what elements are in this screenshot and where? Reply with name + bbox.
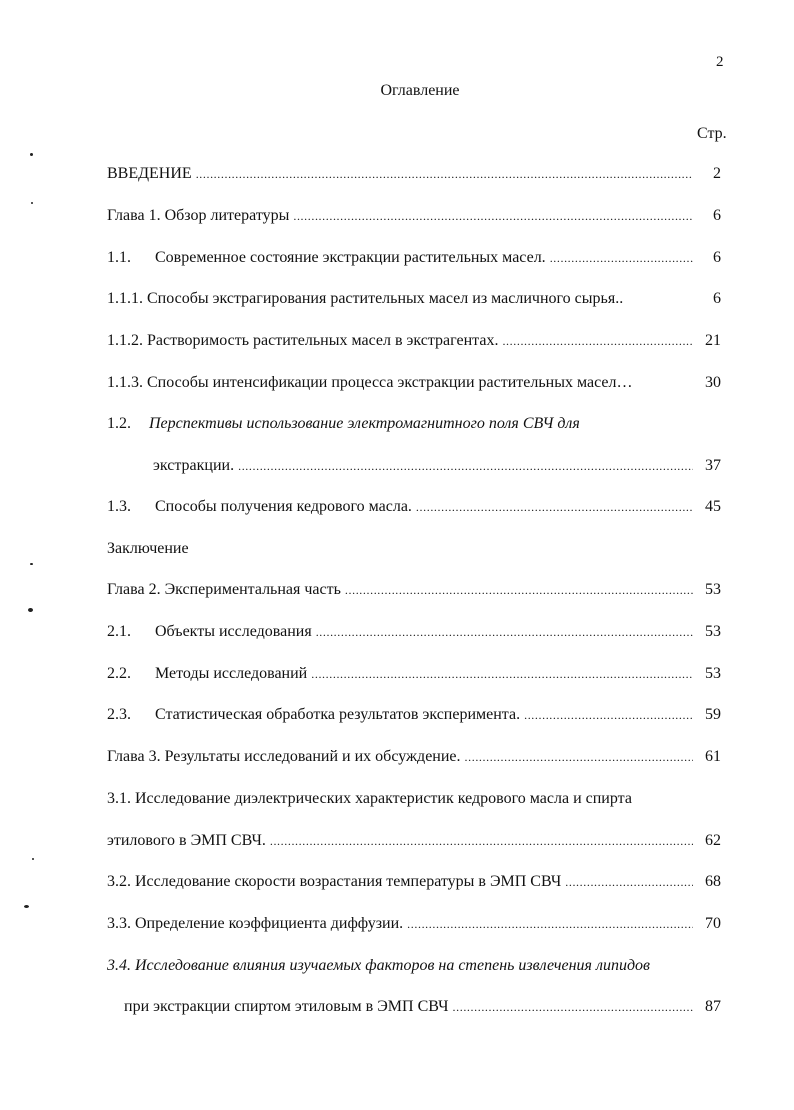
leader-dots (316, 625, 693, 640)
leader-dots (565, 875, 693, 890)
leader-dots (524, 708, 693, 723)
toc-entry-3-3: 3.3. Определение коэффициента диффузии. ..... 70 (107, 915, 721, 937)
toc-entry-2-1: 2.1. Объекты исследования ..... 53 (107, 623, 721, 645)
page-title: Оглавление (380, 82, 460, 99)
toc-page: 70 (705, 915, 721, 932)
page-number: 2 (716, 54, 724, 70)
leader-dots (465, 750, 693, 765)
toc-page: 68 (705, 873, 721, 890)
toc-page: 59 (705, 706, 721, 723)
toc-number: 2.2. (107, 665, 131, 682)
toc-entry-chapter-1: Глава 1. Обзор литературы ..... 6 (107, 207, 721, 229)
toc-entry-3-1: 3.1. Исследование диэлектрических характеристик кедрового масла и спирта (107, 790, 632, 807)
toc-number: 1.1. (107, 249, 131, 266)
toc-page: 6 (713, 290, 721, 307)
toc-page: 45 (705, 498, 721, 515)
toc-entry-3-2: 3.2. Исследование скорости возрастания температуры в ЭМП СВЧ ..... 68 (107, 873, 721, 895)
toc-entry-1-1-1: 1.1.1. Способы экстрагирования растительных масел из масличного сырья.. 6 (107, 290, 721, 307)
toc-number: 2.1. (107, 623, 131, 640)
toc-entry-3-4-cont: при экстракции спиртом этиловым в ЭМП СВЧ ..... 87 (124, 998, 721, 1020)
leader-dots (311, 667, 693, 682)
page-column-header: Стр. (697, 125, 727, 142)
toc-page: 6 (713, 207, 721, 224)
scan-speck (31, 202, 33, 204)
toc-page: 37 (705, 457, 721, 474)
leader-dots (416, 500, 693, 515)
scan-speck (28, 608, 33, 612)
toc-number: 1.3. (107, 498, 131, 515)
toc-page: 53 (705, 581, 721, 598)
leader-dots (293, 209, 693, 224)
toc-page: 62 (705, 832, 721, 849)
scan-speck (32, 858, 34, 860)
leader-dots (407, 917, 693, 932)
toc-page: 30 (705, 374, 721, 391)
toc-number: 1.2. (107, 415, 131, 432)
scan-speck (30, 153, 33, 156)
toc-entry-1-1-3: 1.1.3. Способы интенсификации процесса экстракции растительных масел… 30 (107, 374, 721, 391)
toc-entry-1-1: 1.1. Современное состояние экстракции растительных масел. ..... 6 (107, 249, 721, 271)
leader-dots (270, 834, 693, 849)
scan-speck (30, 563, 33, 565)
toc-page: 21 (705, 332, 721, 349)
toc-page: 6 (713, 249, 721, 266)
toc-entry-1-1-2: 1.1.2. Растворимость растительных масел в экстрагентах. ..... 21 (107, 332, 721, 354)
toc-page: 53 (705, 623, 721, 640)
leader-dots (453, 1000, 693, 1015)
toc-page: 2 (713, 165, 721, 182)
leader-dots (502, 334, 693, 349)
toc-entry-3-4: 3.4. Исследование влияния изучаемых факторов на степень извлечения липидов (107, 957, 650, 974)
scan-speck (24, 905, 29, 908)
toc-entry-chapter-3: Глава 3. Результаты исследований и их обсуждение. ..... 61 (107, 748, 721, 770)
leader-dots (550, 251, 693, 266)
leader-dots (196, 167, 693, 182)
toc-entry-1-2: 1.2. Перспективы использование электромагнитного поля СВЧ для (107, 415, 580, 432)
toc-entry-introduction: ВВЕДЕНИЕ ..... 2 (107, 165, 721, 187)
toc-entry-chapter-2: Глава 2. Экспериментальная часть ..... 53 (107, 581, 721, 603)
toc-entry-1-2-cont: экстракции. ..... 37 (153, 457, 721, 479)
toc-page: 53 (705, 665, 721, 682)
toc-number: 2.3. (107, 706, 131, 723)
toc-entry-2-2: 2.2. Методы исследований ..... 53 (107, 665, 721, 687)
toc-entry-conclusion: Заключение (107, 540, 189, 557)
toc-entry-2-3: 2.3. Статистическая обработка результатов эксперимента. ..... 59 (107, 706, 721, 728)
toc-entry-3-1-cont: этилового в ЭМП СВЧ. ..... 62 (107, 832, 721, 854)
toc-page: 87 (705, 998, 721, 1015)
toc-page: 61 (705, 748, 721, 765)
leader-dots (238, 459, 693, 474)
toc-entry-1-3: 1.3. Способы получения кедрового масла. ..... 45 (107, 498, 721, 520)
leader-dots (345, 583, 693, 598)
